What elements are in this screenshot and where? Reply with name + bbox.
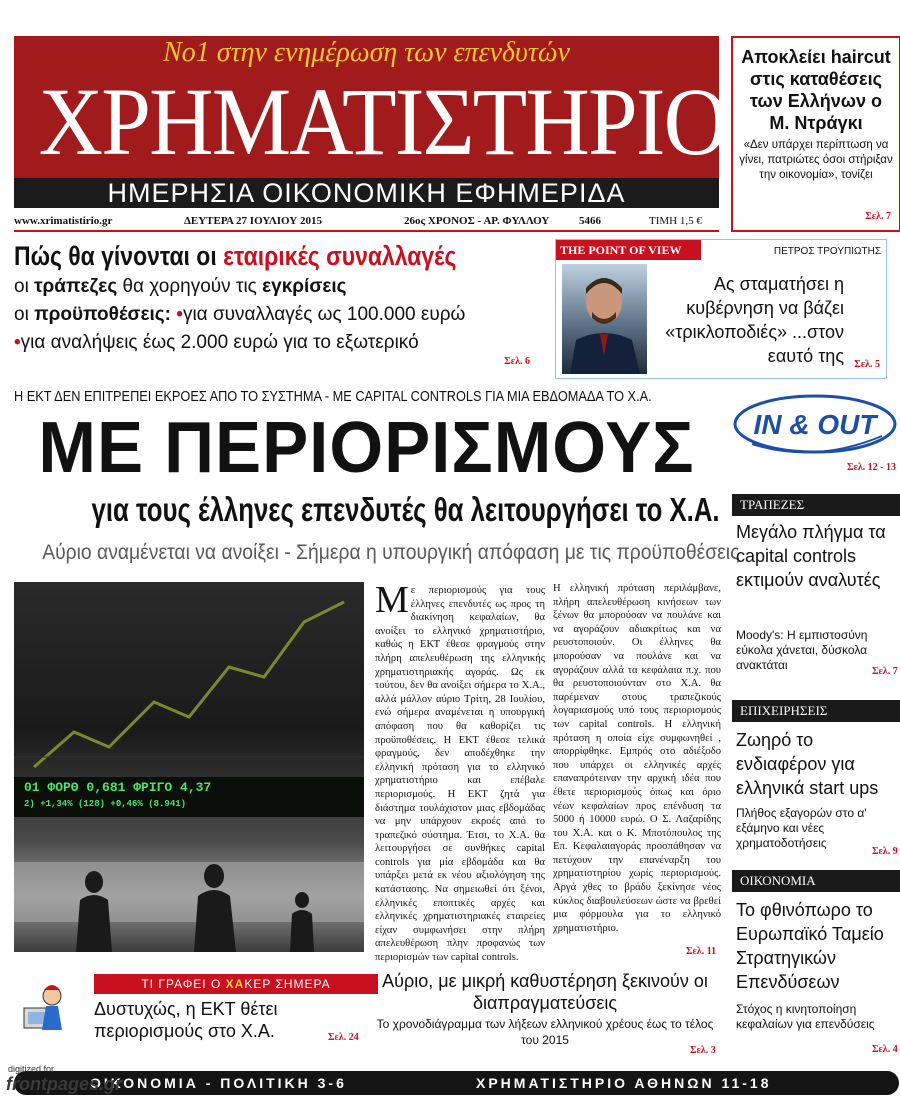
hacker-text: Δυστυχώς, η ΕΚΤ θέτει περιορισμούς στο Χ.Α. <box>94 999 278 1041</box>
in-out-page-ref: Σελ. 12 - 13 <box>846 462 896 473</box>
issue-number: 5466 <box>579 215 601 227</box>
transactions-line-2: οι προϋποθέσεις: •για συναλλαγές ως 100.000 ευρώ <box>14 304 466 325</box>
point-of-view-text: Ας σταματήσει η κυβέρνηση να βάζει «τρικλοποδιές» ...στον εαυτό της <box>665 274 844 366</box>
footer-band <box>14 1071 899 1095</box>
article-column-2: Η ελληνική πρόταση περιλάμβανε, πλήρη απελευθέρωση κινήσεων των ξένων θα μπορούσαν να πουλάνε και να αγοράζουν αδιακρίτως και να ρευστοποιούν. Οι έλληνες θα μπορούσαν να πουλάνε και να αγοράζουν αλλά τα κεφάλαια π.χ. που θα ρευστοποιούνταν στο Χ.Α. θα παρέμεναν στους τραπεζικούς λογαριασμούς υπό τους περιορισμούς των capital controls. Η ελληνική πρόταση η οποία είχε συμφωνηθεί , απορρίφθηκε. Εμπρός στο αδιέξοδο που υπάρχει οι ελληνικές αρχές επαναπρότειναν την αρχική ιδέα που έθετε περιορισμούς όπως και όριο νέων κεφαλαίων προς επένδυση τα 5000 ή 10000 ευρώ. Ο Σ. Λαζαρίδης του Χ.Α. και ο Κ. Μποτόπουλος της Επ. Κεφαλαιαγοράς προσπάθησαν να πετύχουν την επανέναρξη του χρηματιστηρίου χωρίς περιορισμούς. Αργά χθες το βράδυ ξεκίνησε νέος κύκλος διαβουλεύσεων ώστε να βρεθεί μια φόρμουλα για το ελληνικό χρηματιστήριο. <box>553 583 721 934</box>
economy-section-label: ΟΙΚΟΝΟΜΙΑ <box>732 870 900 892</box>
main-headline[interactable]: ΜΕ ΠΕΡΙΟΡΙΣΜΟΥΣ <box>38 408 695 488</box>
issue-date: ΔΕΥΤΕΡΑ 27 ΙΟΥΛΙΟΥ 2015 <box>184 215 322 227</box>
haircut-story[interactable] <box>731 36 900 232</box>
haircut-title: Αποκλείει haircut στις καταθέσεις των Ελλήνων ο Μ. Ντράγκι <box>741 47 891 133</box>
hacker-story[interactable] <box>14 972 364 1048</box>
bullet-icon: • <box>176 304 183 325</box>
transactions-line-1: οι τράπεζες θα χορηγούν τις εγκρίσεις <box>14 276 347 297</box>
website-link[interactable]: www.xrimatistirio.gr <box>14 215 113 227</box>
point-of-view-author: ΠΕΤΡΟΣ ΤΡΟΥΠΙΩΤΗΣ <box>773 246 881 257</box>
ticker-row-2: 2) +1,34% (128) +0,46% (8.941) <box>24 799 187 809</box>
main-kicker: Η ΕΚΤ ΔΕΝ ΕΠΙΤΡΕΠΕΙ ΕΚΡΟΕΣ ΑΠΟ ΤΟ ΣΥΣΤΗΜΑ - ΜΕ CAPITAL CONTROLS ΓΙΑ ΜΙΑ ΕΒΔΟΜΑΔΑ ΤΟ Χ.Α. <box>14 389 652 405</box>
masthead-tagline: Νο1 στην ενημέρωση των επενδυτών <box>163 37 570 68</box>
hacker-page-ref: Σελ. 24 <box>328 1032 359 1043</box>
business-title[interactable]: Ζωηρό το ενδιαφέρον για ελληνικά start ups <box>736 730 879 798</box>
main-deck: Αύριο αναμένεται να ανοίξει - Σήμερα η υπουργική απόφαση με τις προϋποθέσεις <box>42 541 740 564</box>
newspaper-logo[interactable]: ΧΡΗΜΑΤΙΣΤΗΡΙΟ <box>38 68 727 175</box>
issue-year: 26ος ΧΡΟΝΟΣ - ΑΡ. ΦΥΛΛΟΥ <box>404 215 550 227</box>
business-section-label: ΕΠΙΧΕΙΡΗΣΕΙΣ <box>732 700 900 722</box>
subtitle-band <box>14 178 719 208</box>
business-page-ref: Σελ. 9 <box>872 846 898 857</box>
hacker-cartoon-icon <box>18 978 66 1038</box>
point-of-view-story[interactable] <box>555 239 887 379</box>
main-page-ref: Σελ. 11 <box>686 946 717 957</box>
author-photo <box>562 264 647 374</box>
transactions-page-ref: Σελ. 6 <box>504 356 530 367</box>
ticker-row-1: 01 ΦΟΡΘ 0,681 ΦΡΙΓΟ 4,37 <box>24 780 212 795</box>
economy-title[interactable]: Το φθινόπωρο το Ευρωπαϊκό Ταμείο Στρατηγικών Επενδύσεων <box>736 900 884 992</box>
haircut-text: «Δεν υπάρχει περίπτωση να γίνει, πατριώτες όσοι στήριξαν την οικονομία», τονίζει <box>739 139 893 181</box>
masthead-subtitle: ΗΜΕΡΗΣΙΑ ΟΙΚΟΝΟΜΙΚΗ ΕΦΗΜΕΡΙΔΑ <box>107 178 626 208</box>
transactions-title: Πώς θα γίνονται οι εταιρικές συναλλαγές <box>14 241 457 271</box>
negotiations-title: Αύριο, με μικρή καθυστέρηση ξεκινούν οι διαπραγματεύσεις <box>382 971 708 1013</box>
point-of-view-page-ref: Σελ. 5 <box>854 359 880 370</box>
transactions-line-3: •για αναλήψεις έως 2.000 ευρώ για το εξωτερικό <box>14 332 419 353</box>
haircut-page-ref: Σελ. 7 <box>865 211 891 222</box>
issue-line <box>14 212 719 232</box>
people-silhouettes <box>14 822 364 952</box>
negotiations-story[interactable] <box>375 970 715 1048</box>
bullet-icon: • <box>14 332 21 353</box>
frontpages-watermark: frontpages.gr <box>6 1074 123 1094</box>
hacker-label: ΤΙ ΓΡΑΦΕΙ Ο ΧΑΚΕΡ ΣΗΜΕΡΑ <box>94 974 378 994</box>
banks-page-ref: Σελ. 7 <box>872 666 898 677</box>
point-of-view-label: THE POINT OF VIEW <box>556 240 701 260</box>
negotiations-page-ref: Σελ. 3 <box>690 1045 716 1056</box>
in-out-logo-text: IN & OUT <box>753 409 877 440</box>
ticker-board <box>14 777 364 817</box>
footer-stock-exchange-link[interactable]: ΧΡΗΜΑΤΙΣΤΗΡΙΟ ΑΘΗΝΩΝ 11-18 <box>476 1075 772 1091</box>
masthead <box>14 36 727 208</box>
economy-text: Στόχος η κινητοποίηση κεφαλαίων για επενδύσεις <box>736 1002 875 1031</box>
main-subheadline: για τους έλληνες επενδυτές θα λειτουργήσει το Χ.Α. <box>91 491 720 528</box>
in-out-section[interactable] <box>732 392 900 476</box>
banks-title[interactable]: Μεγάλο πλήγμα τα capital controls εκτιμούν αναλυτές <box>736 522 886 590</box>
digitized-note: digitized for <box>8 1064 55 1074</box>
market-chart-icon <box>14 582 364 782</box>
transactions-story[interactable] <box>14 239 544 379</box>
stock-exchange-photo <box>14 582 364 952</box>
negotiations-sub: Το χρονοδιάγραμμα των λήξεων ελληνικού χρέους έως το τέλος του 2015 <box>376 1017 714 1047</box>
drop-cap: Μ <box>375 579 409 621</box>
business-text: Πλήθος εξαγορών στο α' εξάμηνο και νέες χρηματοδοτήσεις <box>736 806 867 850</box>
issue-price: ΤΙΜΗ 1,5 € <box>649 215 702 227</box>
in-out-logo-icon <box>732 392 898 462</box>
banks-text: Moody's: Η εμπιστοσύνη εύκολα χάνεται, δύσκολα ανακτάται <box>736 628 868 672</box>
footer-politics-link[interactable]: ΟΙΚΟΝΟΜΙΑ - ΠΟΛΙΤΙΚΗ 3-6 <box>90 1075 347 1091</box>
banks-section-label: ΤΡΑΠΕΖΕΣ <box>732 494 900 516</box>
economy-page-ref: Σελ. 4 <box>872 1044 898 1055</box>
article-column-1: Με περιορισμούς για τους έλληνες επενδυτές ως προς τη διακίνηση κεφαλαίων, θα ανοίξει το ελληνικό χρηματιστήριο, καθώς η ΕΚΤ έθεσε φραγμούς στην πλήρη απελευθέρωση της ελληνικής χρηματιστηριακής αγοράς. Ως εκ τούτου, δεν θα ανοίξει σήμερα το Χ.Α., αλλά μάλλον αύριο Τρίτη, 28 Ιουλίου, ενώ σήμερα αναμένεται η υπουργική απόφαση που θα καθορίζει τις προϋποθέσεις. Η ΕΚΤ έθεσε τελικά φραγμούς, δεν αποδέχθηκε την ελληνική πρόταση για το ελληνικό χρηματιστήριο και επέβαλε περιορισμούς. Η ΕΚΤ ζητά για διάστημα τουλάχιστον μιας εβδομάδας να μην υπάρχουν εκροές από το τραπεζικό σύστημα. Έτσι, το Χ.Α. θα λειτουργήσει σε συνθήκες capital controls για μία εβδομάδα και θα υπάρξει μετά εκ νέου αξιολόγηση της κατάστασης. Να σημειωθεί ότι ξένοι, ελληνικές εποπτικές αρχές και ελληνικές χρηματιστηριακές εταιρείες είχαν συμφωνήσει στην πλήρη απελευθέρωση πλην προφανώς των περιορισμών των capital controls. <box>375 579 545 964</box>
